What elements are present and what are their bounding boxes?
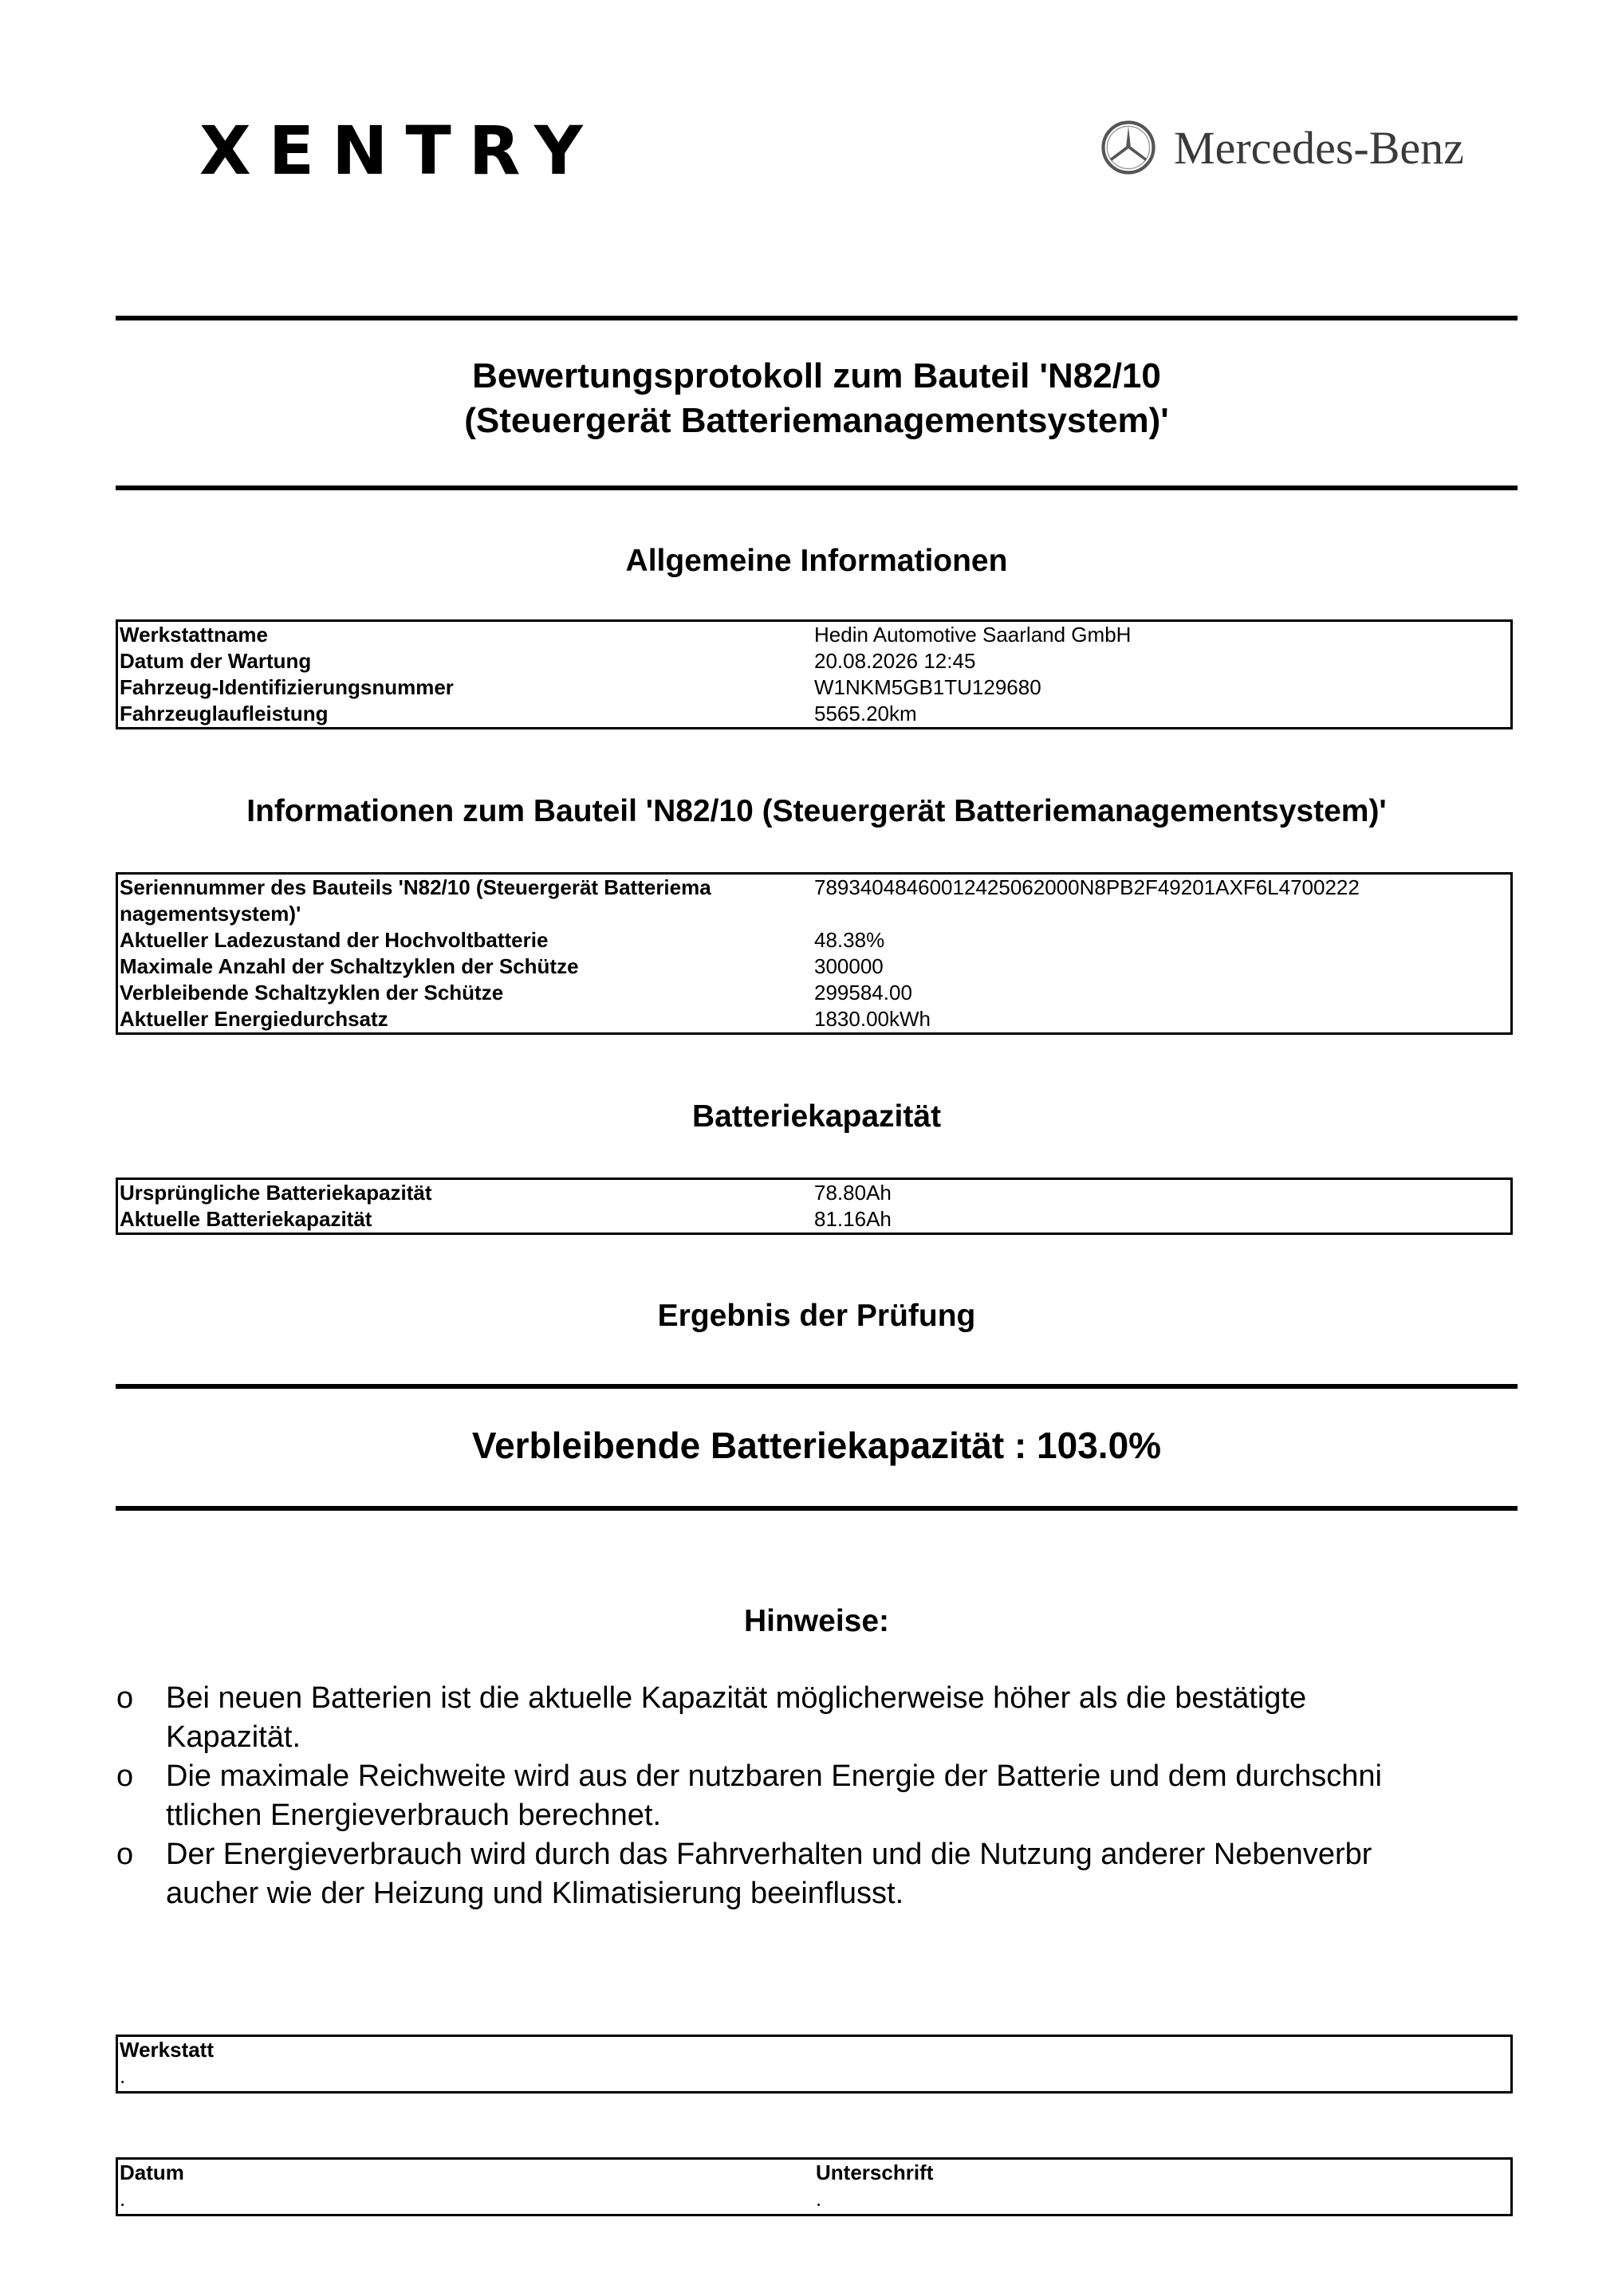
date-label: Datum bbox=[120, 2160, 184, 2184]
bullet-marker: o bbox=[116, 1838, 134, 1871]
battery-capacity-table bbox=[116, 1177, 1513, 1235]
mileage-label: Fahrzeuglaufleistung bbox=[120, 702, 329, 725]
workshop-value: . bbox=[120, 2064, 126, 2088]
mercedes-star-icon bbox=[1100, 120, 1156, 175]
notes-heading: Hinweise: bbox=[743, 1604, 890, 1638]
component-info-table bbox=[116, 872, 1513, 1035]
note-2-line2: ttlichen Energieverbrauch berechnet. bbox=[166, 1799, 662, 1832]
result-bottom-rule bbox=[116, 1506, 1518, 1511]
remaining-switching-cycles-value: 299584.00 bbox=[814, 981, 912, 1005]
table-row bbox=[118, 1206, 1510, 1233]
current-capacity-label: Aktuelle Batteriekapazität bbox=[120, 1207, 372, 1231]
state-of-charge-label: Aktueller Ladezustand der Hochvoltbatterie bbox=[120, 928, 549, 952]
note-3-line2: aucher wie der Heizung und Klimatisierung beeinflusst. bbox=[166, 1877, 904, 1910]
current-capacity-value: 81.16Ah bbox=[814, 1207, 892, 1231]
state-of-charge-value: 48.38% bbox=[814, 928, 885, 952]
serial-number-label bbox=[118, 875, 814, 927]
table-row bbox=[118, 701, 1510, 727]
table-row bbox=[118, 927, 1510, 953]
original-capacity-label: Ursprüngliche Batteriekapazität bbox=[120, 1181, 432, 1205]
mercedes-benz-logo bbox=[1100, 116, 1464, 179]
note-3-line1: Der Energieverbrauch wird durch das Fahrverhalten und die Nutzung anderer Nebenverbr bbox=[166, 1838, 1372, 1871]
remaining-switching-cycles-label: Verbleibende Schaltzyklen der Schütze bbox=[120, 981, 504, 1005]
vin-label: Fahrzeug-Identifizierungsnummer bbox=[120, 675, 454, 699]
service-date-value: 20.08.2026 12:45 bbox=[814, 649, 976, 673]
note-1-line2: Kapazität. bbox=[166, 1720, 301, 1754]
document-title bbox=[116, 354, 1518, 443]
mileage-value: 5565.20km bbox=[814, 702, 917, 725]
table-row bbox=[118, 980, 1510, 1006]
bullet-marker: o bbox=[116, 1681, 134, 1715]
document-title-line2: (Steuergerät Batteriemanagementsystem)' bbox=[464, 401, 1169, 440]
table-row bbox=[118, 622, 1510, 648]
workshop-label: Werkstatt bbox=[120, 2038, 215, 2062]
list-item bbox=[116, 1757, 1511, 1835]
title-bottom-rule bbox=[116, 486, 1518, 490]
workshop-name-label: Werkstattname bbox=[120, 623, 268, 647]
notes-list bbox=[116, 1679, 1511, 1913]
table-row bbox=[118, 1180, 1510, 1206]
battery-capacity-heading: Batteriekapazität bbox=[691, 1099, 942, 1134]
signature-label: Unterschrift bbox=[816, 2160, 934, 2184]
date-value: . bbox=[120, 2187, 126, 2211]
serial-number-label-line2: nagementsystem)' bbox=[120, 902, 301, 926]
workshop-name-value: Hedin Automotive Saarland GmbH bbox=[814, 623, 1132, 647]
bullet-marker: o bbox=[116, 1759, 134, 1793]
title-top-rule bbox=[116, 316, 1518, 320]
vin-value: W1NKM5GB1TU129680 bbox=[814, 675, 1041, 699]
original-capacity-value: 78.80Ah bbox=[814, 1181, 892, 1205]
signature-value: . bbox=[816, 2187, 822, 2211]
workshop-signature-box bbox=[116, 2035, 1513, 2094]
note-1-line1: Bei neuen Batterien ist die aktuelle Kapazität möglicherweise höher als die bestätigte bbox=[166, 1681, 1307, 1715]
date-signature-box bbox=[116, 2157, 1513, 2216]
xentry-logo: XENTRY bbox=[199, 112, 600, 190]
energy-throughput-value: 1830.00kWh bbox=[814, 1007, 931, 1031]
general-info-heading: Allgemeine Informationen bbox=[625, 544, 1008, 578]
serial-number-value: 78934048460012425062000N8PB2F49201AXF6L4700222 bbox=[814, 875, 1360, 899]
remaining-capacity-result: Verbleibende Batteriekapazität : 103.0% bbox=[471, 1425, 1162, 1466]
serial-number-label-line1: Seriennummer des Bauteils 'N82/10 (Steuergerät Batteriema bbox=[120, 875, 711, 899]
component-info-heading: Informationen zum Bauteil 'N82/10 (Steuergerät Batteriemanagementsystem)' bbox=[246, 794, 1387, 828]
table-row bbox=[118, 1006, 1510, 1032]
energy-throughput-label: Aktueller Energiedurchsatz bbox=[120, 1007, 388, 1031]
test-result-heading: Ergebnis der Prüfung bbox=[657, 1299, 976, 1333]
result-top-rule bbox=[116, 1384, 1518, 1389]
mercedes-benz-wordmark: Mercedes-Benz bbox=[1174, 121, 1464, 174]
list-item bbox=[116, 1679, 1511, 1757]
table-row bbox=[118, 875, 1510, 927]
table-row bbox=[118, 953, 1510, 980]
note-2-line1: Die maximale Reichweite wird aus der nutzbaren Energie der Batterie und dem durchschni bbox=[166, 1759, 1382, 1793]
service-date-label: Datum der Wartung bbox=[120, 649, 312, 673]
table-row bbox=[118, 674, 1510, 701]
max-switching-cycles-value: 300000 bbox=[814, 954, 884, 978]
list-item bbox=[116, 1835, 1511, 1913]
general-info-table bbox=[116, 619, 1513, 729]
document-title-line1: Bewertungsprotokoll zum Bauteil 'N82/10 bbox=[472, 356, 1161, 395]
table-row bbox=[118, 648, 1510, 674]
max-switching-cycles-label: Maximale Anzahl der Schaltzyklen der Schütze bbox=[120, 954, 579, 978]
